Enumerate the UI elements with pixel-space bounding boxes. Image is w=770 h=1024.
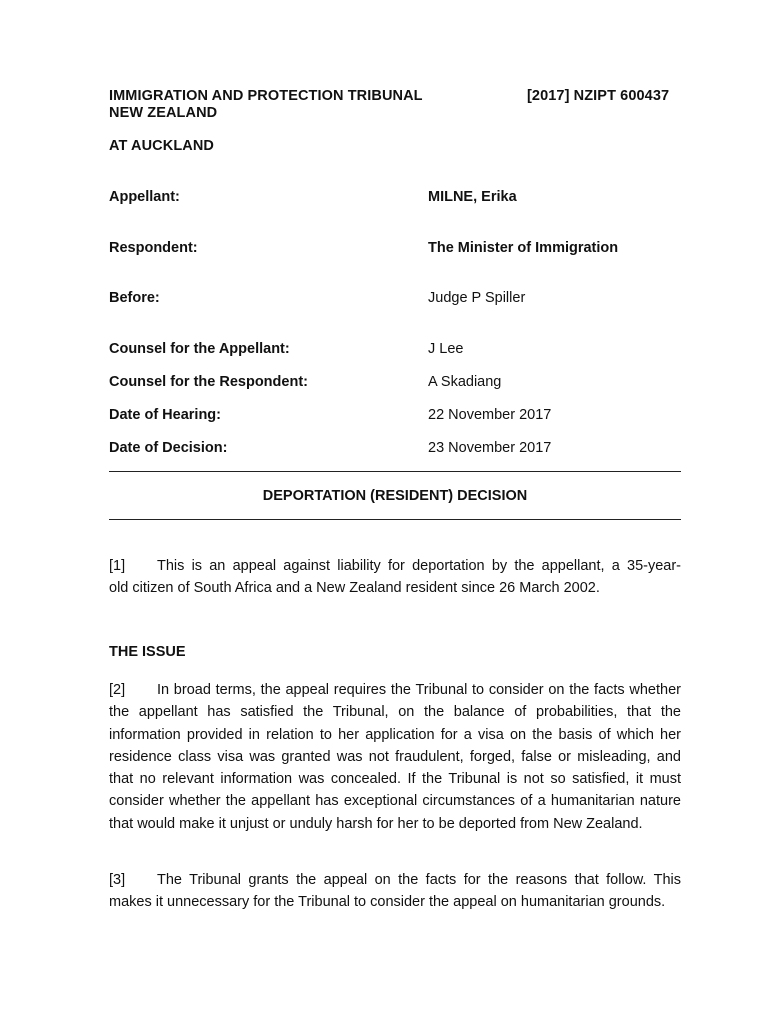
paragraph-1-line-2: old citizen of South Africa and a New Zealand resident since 26 March 2002. bbox=[109, 580, 600, 596]
paragraph-number: [1] bbox=[109, 558, 126, 574]
counsel-respondent-label: Counsel for the Respondent: bbox=[109, 374, 308, 390]
decision-title: DEPORTATION (RESIDENT) DECISION bbox=[262, 488, 528, 504]
hearing-location: AT AUCKLAND bbox=[109, 138, 215, 154]
title-rule-top bbox=[109, 471, 681, 472]
paragraph-text: This is an appeal against liability for deportation by the appellant, a 35-year- bbox=[157, 558, 681, 574]
before-label: Before: bbox=[109, 290, 160, 306]
before-value: Judge P Spiller bbox=[428, 290, 526, 306]
decision-date-label: Date of Decision: bbox=[109, 440, 228, 456]
case-citation: [2017] NZIPT 600437 bbox=[527, 88, 670, 104]
paragraph-number: [3] bbox=[109, 872, 126, 888]
paragraph-3 bbox=[109, 869, 681, 914]
appellant-label: Appellant: bbox=[109, 189, 180, 205]
tribunal-name: IMMIGRATION AND PROTECTION TRIBUNAL bbox=[109, 88, 423, 104]
decision-date-value: 23 November 2017 bbox=[428, 440, 552, 456]
appellant-value: MILNE, Erika bbox=[428, 189, 517, 205]
hearing-date-label: Date of Hearing: bbox=[109, 407, 221, 423]
tribunal-country: NEW ZEALAND bbox=[109, 105, 218, 121]
section-heading-issue: THE ISSUE bbox=[109, 644, 186, 660]
paragraph-text: In broad terms, the appeal requires the Tribunal to consider on the facts whether the appellant has satisfied the Tribunal, on the balance of probabilities, that the information provided in relation to her application for a visa on the basis of which her residence class visa was granted was not fraudulent, forged, false or misleading, and that no relevant information was concealed. If the Tribunal is not so satisfied, it must consider whether the appellant has exceptional circumstances of a humanitarian nature that would make it unjust or unduly harsh for her to be deported from New Zealand. bbox=[109, 682, 681, 832]
paragraph-text: The Tribunal grants the appeal on the facts for the reasons that follow. This makes it unnecessary for the Tribunal to consider the appeal on humanitarian grounds. bbox=[109, 872, 681, 911]
title-rule-bottom bbox=[109, 519, 681, 520]
paragraph-number: [2] bbox=[109, 682, 126, 698]
respondent-value: The Minister of Immigration bbox=[428, 240, 619, 256]
counsel-appellant-value: J Lee bbox=[428, 341, 464, 357]
paragraph-1-line-1 bbox=[109, 555, 681, 577]
respondent-label: Respondent: bbox=[109, 240, 198, 256]
counsel-respondent-value: A Skadiang bbox=[428, 374, 502, 390]
hearing-date-value: 22 November 2017 bbox=[428, 407, 552, 423]
counsel-appellant-label: Counsel for the Appellant: bbox=[109, 341, 290, 357]
paragraph-2 bbox=[109, 679, 681, 835]
